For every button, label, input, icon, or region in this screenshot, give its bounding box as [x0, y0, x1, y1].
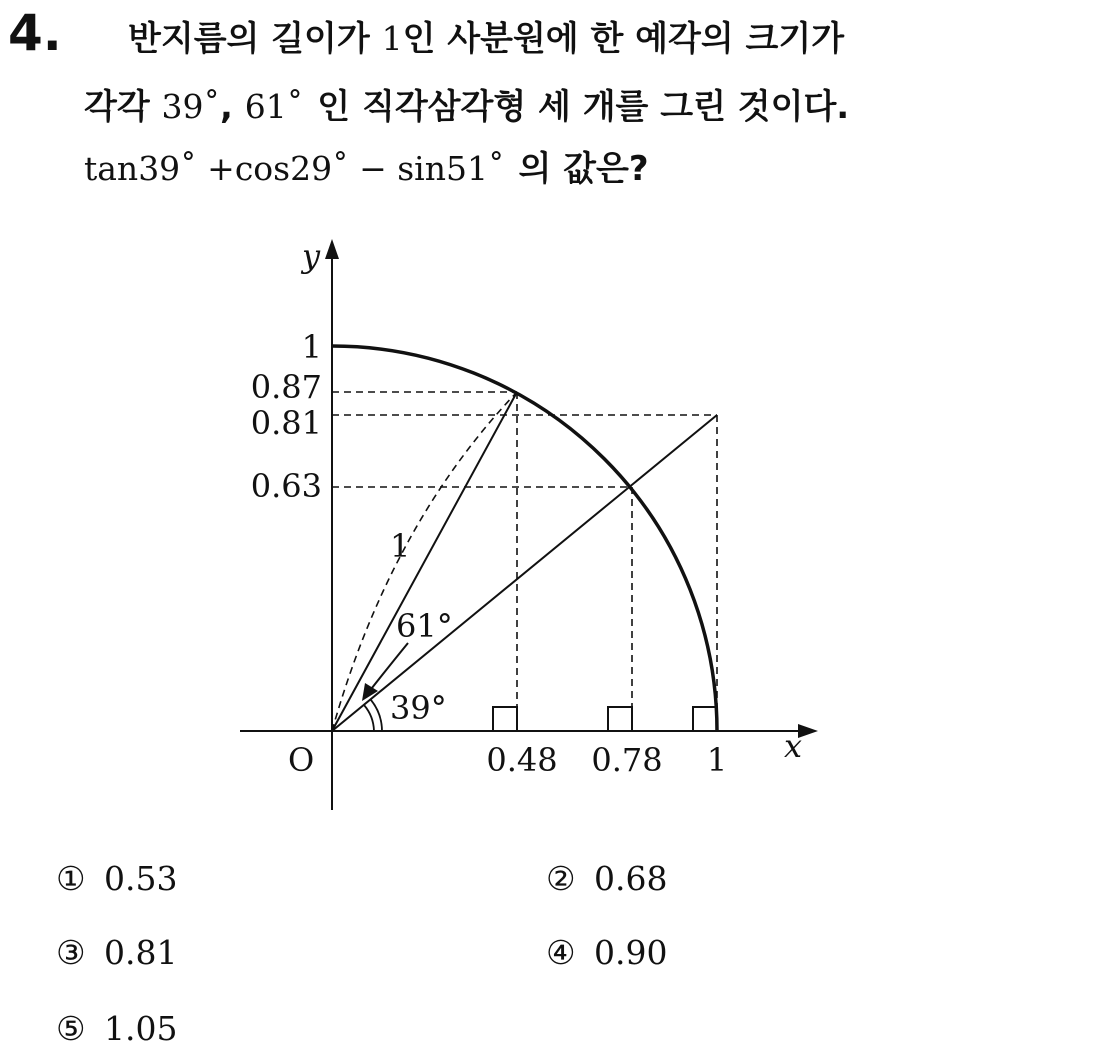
y-tick-081: 0.81	[250, 404, 322, 442]
choice-value: 1.05	[104, 1009, 178, 1048]
axis-label-y: y	[302, 237, 321, 275]
axis-label-x: x	[784, 727, 803, 765]
angle-arc-39-inner	[364, 705, 374, 731]
choice-marker: ③	[56, 933, 86, 972]
choice-value: 0.53	[104, 859, 178, 898]
angle-label-61: 61°	[396, 607, 453, 645]
angle-arc-39-outer	[371, 700, 382, 731]
choice-1[interactable]	[56, 859, 178, 898]
question-text: 반지름의 길이가	[128, 19, 382, 59]
origin-label: O	[288, 741, 315, 779]
question-text: 각각	[84, 87, 162, 127]
choice-marker: ①	[56, 859, 86, 898]
x-tick-078: 0.78	[591, 741, 663, 779]
y-tick-063: 0.63	[250, 467, 322, 505]
y-axis-arrow	[325, 239, 339, 259]
choice-marker: ④	[546, 933, 576, 972]
quarter-circle-figure	[230, 225, 830, 825]
y-tick-1: 1	[301, 328, 322, 366]
right-angle-mark-048	[493, 707, 517, 731]
radius-label: 1	[390, 527, 411, 565]
choice-2[interactable]	[546, 859, 668, 898]
choice-4[interactable]	[546, 933, 668, 972]
x-tick-1: 1	[706, 741, 728, 779]
question-line-1	[128, 19, 845, 59]
question-text: ,	[220, 87, 245, 127]
question-text: 인 사분원에 한 예각의 크기가	[402, 19, 845, 59]
y-tick-087: 0.87	[250, 368, 322, 406]
right-angle-mark-1	[693, 707, 717, 731]
question-text: 의 값은?	[518, 149, 649, 189]
angle-label-39: 39°	[390, 689, 447, 727]
x-tick-048: 0.48	[486, 741, 558, 779]
hypotenuse-39	[332, 415, 717, 731]
math-angle-61: 61˚	[244, 87, 304, 126]
choice-value: 0.81	[104, 933, 178, 972]
math-expression: tan39˚ +cos29˚ − sin51˚	[84, 149, 505, 188]
choice-value: 0.90	[594, 933, 668, 972]
question-text: 인 직각삼각형 세 개를 그린 것이다.	[317, 87, 850, 127]
choice-3[interactable]	[56, 933, 178, 972]
question-line-2	[84, 87, 850, 127]
math-value: 1	[381, 19, 403, 58]
hypotenuse-61	[332, 392, 517, 731]
angle-61-pointer-head	[362, 683, 378, 701]
choice-marker: ⑤	[56, 1009, 86, 1048]
choice-value: 0.68	[594, 859, 668, 898]
choice-5[interactable]	[56, 1009, 178, 1048]
choice-marker: ②	[546, 859, 576, 898]
question-number: 4.	[8, 4, 62, 62]
question-line-3	[84, 149, 649, 189]
math-angle-39: 39˚	[161, 87, 221, 126]
right-angle-mark-078	[608, 707, 632, 731]
